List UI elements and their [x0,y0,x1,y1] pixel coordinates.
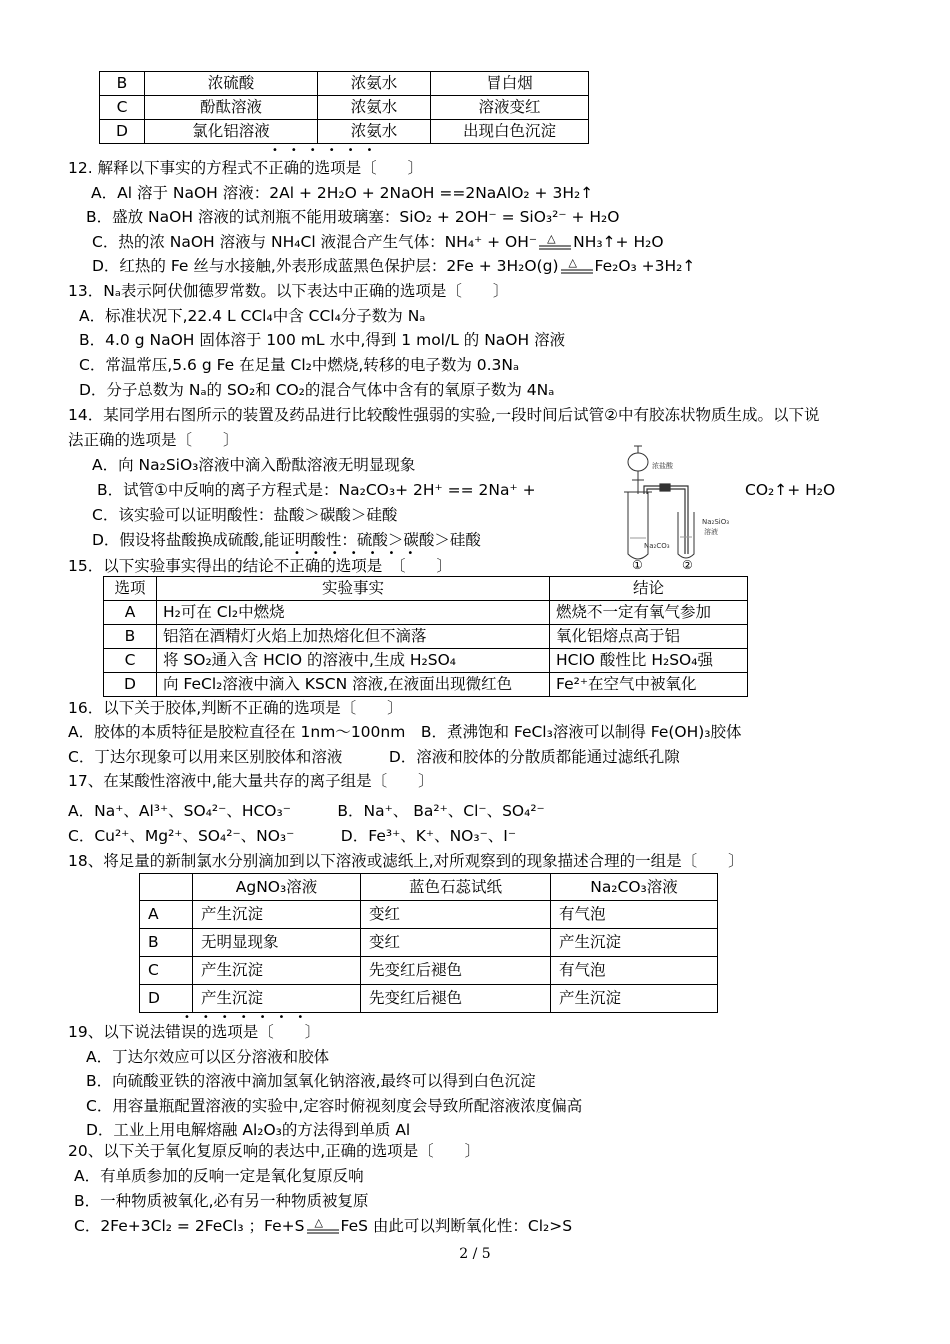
q13-option-c: C．常温常压,5.6 g Fe 在足量 Cl₂中燃烧,转移的电子数为 0.3Nₐ [79,356,520,374]
table-cell: H₂可在 Cl₂中燃烧 [157,601,550,625]
apparatus-diagram [622,442,732,572]
q14-option-c: C．该实验可以证明酸性：盐酸＞碳酸＞硅酸 [92,506,398,524]
table-cell: 铝箔在酒精灯火焰上加热熔化但不滴落 [157,625,550,649]
table-cell: 向 FeCl₂溶液中滴入 KSCN 溶液,在液面出现微红色 [157,673,550,697]
heat-equals-sign: △ [314,1215,323,1229]
table-cell: 浓硫酸 [145,72,318,96]
table-cell: 浓氨水 [318,72,431,96]
q17-stem: 17、在某酸性溶液中,能大量共存的离子组是〔 〕 [68,772,434,790]
page-number: 2 / 5 [459,1246,491,1262]
table-cell: 将 SO₂通入含 HClO 的溶液中,生成 H₂SO₄ [157,649,550,673]
label-tube-2: ② [682,558,693,572]
table-cell: 有气泡 [551,957,718,985]
q18-table [139,873,718,1013]
table-cell: 先变红后褪色 [361,957,551,985]
q16-stem: 16．以下关于胶体,判断不正确的选项是〔 〕 [68,699,403,717]
q19-stem: 19、以下说法错误的选项是〔 〕 [68,1023,321,1041]
table-cell: C [104,649,157,673]
table-row [104,649,748,673]
q12-option-c [92,232,664,252]
table-row [104,673,748,697]
label-solution: 溶液 [704,528,718,536]
q14-stem-line2: 法正确的选项是〔 〕 [68,431,239,449]
q15-stem: 15．以下实验事实得出的结论不正确的选项是 〔 〕 [68,557,452,575]
table-row [140,901,718,929]
table-cell: D [100,120,145,144]
table-cell: D [140,985,193,1013]
q19-option-d: D．工业上用电解熔融 Al₂O₃的方法得到单质 Al [86,1121,411,1139]
label-na2sio3: Na₂SiO₃ [702,518,730,526]
q20-option-a: A．有单质参加的反响一定是氧化复原反响 [74,1167,364,1185]
column-header: 选项 [104,577,157,601]
q12-d-right: Fe₂O₃ +3H₂↑ [594,257,696,275]
q13-option-a: A．标准状况下,22.4 L CCl₄中含 CCl₄分子数为 Nₐ [79,307,426,325]
q13-option-b: B．4.0 g NaOH 固体溶于 100 mL 水中,得到 1 mol/L 的 NaOH 溶液 [79,331,566,349]
label-tube-1: ① [632,558,643,572]
q12-option-d [92,256,695,276]
heat-equals-sign: △ [568,255,577,269]
table-row [140,929,718,957]
q12-option-a: A．Al 溶于 NaOH 溶液：2Al + 2H₂O + 2NaOH ==2NaAlO₂ + 3H₂↑ [91,184,594,202]
emphasis-dots: ••••••• [184,1012,317,1023]
table-cell: C [140,957,193,985]
table-cell: 产生沉淀 [551,929,718,957]
table-cell: A [140,901,193,929]
table-cell: 溶液变红 [431,96,589,120]
q12-c-left: C．热的浓 NaOH 溶液与 NH₄Cl 液混合产生气体：NH₄⁺ + OH⁻ [92,233,538,251]
q20-c-left: C．2Fe+3Cl₂ = 2FeCl₃ ；Fe+S [74,1217,305,1235]
column-header: 实验事实 [157,577,550,601]
table-cell: HClO 酸性比 H₂SO₄强 [550,649,748,673]
label-conc-hcl: 浓盐酸 [652,462,673,470]
table-cell: 先变红后褪色 [361,985,551,1013]
q19-option-c: C．用容量瓶配置溶液的实验中,定容时俯视刻度会导致所配溶液浓度偏高 [86,1097,583,1115]
table-cell: A [104,601,157,625]
table-row [140,957,718,985]
q17-options-ab: A．Na⁺、Al³⁺、SO₄²⁻、HCO₃⁻ B．Na⁺、 Ba²⁺、Cl⁻、SO₄²⁻ [68,802,545,820]
table-row [104,601,748,625]
q14-option-b-tail: CO₂↑+ H₂O [745,481,836,499]
table-cell: 产生沉淀 [193,957,361,985]
q14-stem-line1: 14．某同学用右图所示的装置及药品进行比较酸性强弱的实验,一段时间后试管②中有胶冻状物质生成。以下说 [68,406,820,424]
table-cell: B [100,72,145,96]
q16-options-cd: C．丁达尔现象可以用来区别胶体和溶液 D．溶液和胶体的分散质都能通过滤纸孔隙 [68,748,680,766]
table-row [140,985,718,1013]
q12-option-b: B．盛放 NaOH 溶液的试剂瓶不能用玻璃塞：SiO₂ + 2OH⁻ = SiO₃²⁻ + H₂O [86,208,620,226]
q19-option-a: A．丁达尔效应可以区分溶液和胶体 [86,1048,330,1066]
q20-option-b: B．一种物质被氧化,必有另一种物质被复原 [74,1192,369,1210]
table-cell: 浓氨水 [318,120,431,144]
table-cell: B [140,929,193,957]
label-na2co3: Na₂CO₃ [644,542,670,550]
q20-c-right: FeS 由此可以判断氧化性：Cl₂>S [340,1217,573,1235]
table-cell: D [104,673,157,697]
emphasis-dots: •••••• [272,145,386,156]
q12-c-right: NH₃↑+ H₂O [573,233,664,251]
column-header: Na₂CO₃溶液 [551,874,718,901]
column-header: AgNO₃溶液 [193,874,361,901]
table-header-row [104,577,748,601]
table-cell: B [104,625,157,649]
table-cell: 酚酞溶液 [145,96,318,120]
column-header: 结论 [550,577,748,601]
q14-option-d: D．假设将盐酸换成硫酸,能证明酸性：硫酸＞碳酸＞硅酸 [92,531,481,549]
q20-option-c [74,1216,572,1236]
table-header-row [140,874,718,901]
table-cell: 燃烧不一定有氧气参加 [550,601,748,625]
q12-stem: 12. 解释以下事实的方程式不正确的选项是〔 〕 [68,159,424,177]
q14-option-b: B．试管①中反响的离子方程式是：Na₂CO₃+ 2H⁺ == 2Na⁺ + [97,481,536,499]
table-cell: Fe²⁺在空气中被氧化 [550,673,748,697]
table-cell: C [100,96,145,120]
table-cell: 浓氨水 [318,96,431,120]
table-cell: 氯化铝溶液 [145,120,318,144]
heat-equals-sign: △ [547,231,556,245]
column-header: 蓝色石蕊试纸 [361,874,551,901]
table-row [100,72,589,96]
q15-table [103,576,748,697]
table-cell: 冒白烟 [431,72,589,96]
top-table [99,71,589,144]
q18-stem: 18、将足量的新制氯水分别滴加到以下溶液或滤纸上,对所观察到的现象描述合理的一组是〔 〕 [68,852,744,870]
q20-stem: 20、以下关于氧化复原反响的表达中,正确的选项是〔 〕 [68,1142,481,1160]
q13-option-d: D．分子总数为 Nₐ的 SO₂和 CO₂的混合气体中含有的氧原子数为 4Nₐ [79,381,555,399]
table-row [104,625,748,649]
test-tube-2 [678,512,694,558]
q13-stem: 13．Nₐ表示阿伏伽德罗常数。以下表达中正确的选项是〔 〕 [68,282,509,300]
table-cell: 产生沉淀 [193,985,361,1013]
table-cell: 出现白色沉淀 [431,120,589,144]
separatory-funnel [628,446,648,494]
table-cell: 产生沉淀 [193,901,361,929]
q12-d-left: D．红热的 Fe 丝与水接触,外表形成蓝黑色保护层：2Fe + 3H₂O(g) [92,257,559,275]
table-cell: 变红 [361,929,551,957]
table-cell: 无明显现象 [193,929,361,957]
column-header [140,874,193,901]
table-cell: 产生沉淀 [551,985,718,1013]
q19-option-b: B．向硫酸亚铁的溶液中滴加氢氧化钠溶液,最终可以得到白色沉淀 [86,1072,536,1090]
table-cell: 有气泡 [551,901,718,929]
emphasis-dots: ••••••• [294,548,427,559]
table-row [100,120,589,144]
q16-options-ab: A．胶体的本质特征是胶粒直径在 1nm～100nm B．煮沸饱和 FeCl₃溶液可以制得 Fe(OH)₃胶体 [68,723,742,741]
table-cell: 氧化铝熔点高于铝 [550,625,748,649]
q17-options-cd: C．Cu²⁺、Mg²⁺、SO₄²⁻、NO₃⁻ D．Fe³⁺、K⁺、NO₃⁻、I⁻ [68,827,517,845]
table-cell: 变红 [361,901,551,929]
table-row [100,96,589,120]
q14-option-a: A．向 Na₂SiO₃溶液中滴入酚酞溶液无明显现象 [92,456,416,474]
